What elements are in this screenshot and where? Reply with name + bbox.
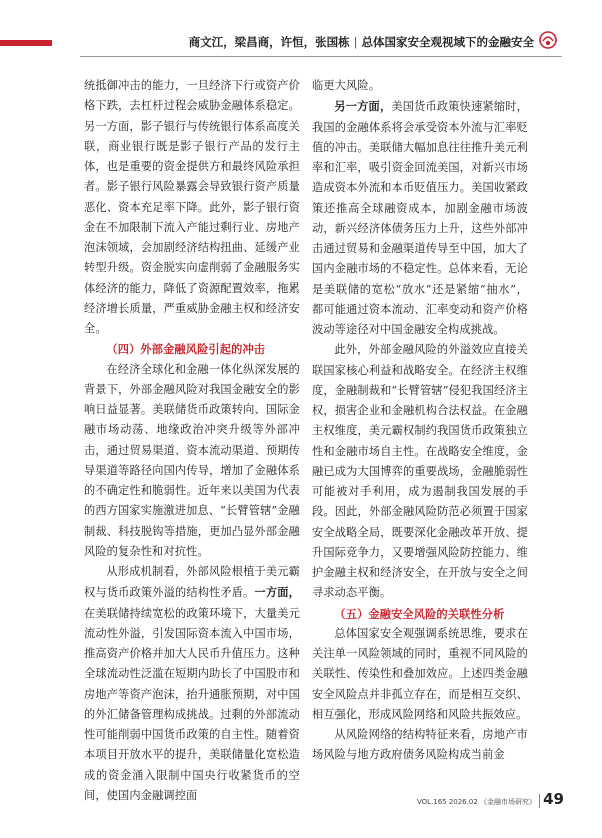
paragraph-text: 美国货币政策快速紧缩时，我国的金融体系将会承受资本外流与汇率贬值的冲击。美联储大幅加息往往推升美元利率和汇率，吸引资金回流美国，对新兴市场造成资本外流和本币贬值压力。美国收紧政策还推高全球融资成本，加剧金融市场波动，新兴经济体债务压力上升，这些外部冲击通过贸易和金融渠道传导至中国，加大了国内金融市场的不稳定性。总体来看，无论是美联储的宽松“放水”还是紧缩“抽水”，都可能通过资本流动、汇率变动和资产价格波动等途径对中国金融安全构成挑战。 [312, 100, 528, 336]
paragraph: 从风险网络的结构特征来看，房地产市场风险与地方政府债务风险构成当前金 [312, 728, 528, 762]
paragraph-text: 在美联储持续宽松的政策环境下，大量美元流动性外溢，引发国际资本流入中国市场，推高资产价格并加大人民币升值压力。这种全球流动性泛滥在短期内助长了中国股市和房地产等资产泡沫，抬升通胀预期，对中国的外汇储备管理构成挑战。过剩的外部流动性可能削弱中国货币政策的自主性。随着资本项目开放水平的提升，美联储量化宽松造成的资金涌入限制中国央行收紧货币的空间，使国内金融调控面 [84, 606, 300, 802]
paragraph: 在经济全球化和金融一体化纵深发展的背景下，外部金融风险对我国金融安全的影响日益显著。美联储货币政策转向、国际金融市场动荡、地缘政治冲突升级等外部冲击，通过贸易渠道、资本流动渠道、预期传导渠道等路径向国内传导，增加了金融体系的不确定性和脆弱性。近年来以美国为代表的西方国家实施激进加息、“长臂管辖”金融制裁、科技脱钩等措施，更加凸显外部金融风险的复杂性和对抗性。 [84, 362, 300, 558]
header-title: 总体国家安全观视域下的金融安全 [361, 35, 534, 49]
paragraph: 临更大风险。 [312, 79, 381, 92]
paragraph [312, 96, 528, 340]
section-heading-5: （五）金融安全风险的关联性分析 [334, 606, 505, 621]
paragraph-text: 从形成机制看，外部风险根植于美元霸权与货币政策外溢的结构性矛盾。 [84, 565, 300, 600]
header-accent-bar [0, 40, 52, 46]
paragraph: 此外，外部金融风险的外溢效应直接关联国家核心利益和战略安全。在经济主权维度，金融制裁和“长臂管辖”侵犯我国经济主权，损害企业和金融机构合法权益。在金融主权维度，美元霸权制约我国货币政策独立性和金融市场自主性。在战略安全维度，金融已成为大国博弈的重要战场，金融脆弱性可能被对手利用，成为遏制我国发展的手段。因此，外部金融风险防范必须置于国家安全战略全局，既要深化金融改革开放、提升国际竞争力，又要增强风险防控能力、维护金融主权和经济安全，在开放与安全之间寻求动态平衡。 [312, 343, 528, 600]
header-text [189, 34, 534, 50]
paragraph: 统抵御冲击的能力，一旦经济下行或资产价格下跌，去杠杆过程会威胁金融体系稳定。另一方面，影子银行与传统银行体系高度关联，商业银行既是影子银行产品的发行主体，也是重要的资金提供方和最终风险承担者。影子银行风险暴露会导致银行资产质量恶化、资本充足率下降。此外，影子银行资金在不加限制下流入产能过剩行业、房地产泡沫领域，会加剧经济结构扭曲、延缓产业转型升级。资金脱实向虚削弱了金融服务实体经济的能力，降低了资源配置效率，拖累经济增长质量，严重威胁金融主权和经济安全。 [84, 79, 300, 335]
right-column [312, 76, 528, 766]
page-footer [0, 790, 602, 820]
section-heading-4: （四）外部金融风险引起的冲击 [106, 342, 266, 357]
paragraph-bold-lead: 另一方面， [334, 99, 392, 114]
running-header [0, 26, 602, 60]
paragraph [84, 562, 300, 806]
header-rule [80, 56, 562, 57]
journal-logo-icon [538, 30, 558, 50]
header-separator: | [353, 35, 358, 49]
left-column [84, 76, 300, 806]
paragraph-bold-lead: 一方面， [254, 585, 300, 600]
footer-journal: VOL.165 2026.02 《金融市场研究》 [416, 798, 536, 806]
paragraph: 总体国家安全观强调系统思维，要求在关注单一风险领域的同时，重视不同风险的关联性、传染性和叠加效应。上述四类金融安全风险点并非孤立存在，而是相互交织、相互强化，形成风险网络和风险共振效应。 [312, 626, 528, 721]
header-authors: 商文江，梁昌商，许恒，张国栋 [188, 35, 350, 49]
footer-divider [539, 794, 540, 808]
page-number: 49 [543, 790, 564, 808]
